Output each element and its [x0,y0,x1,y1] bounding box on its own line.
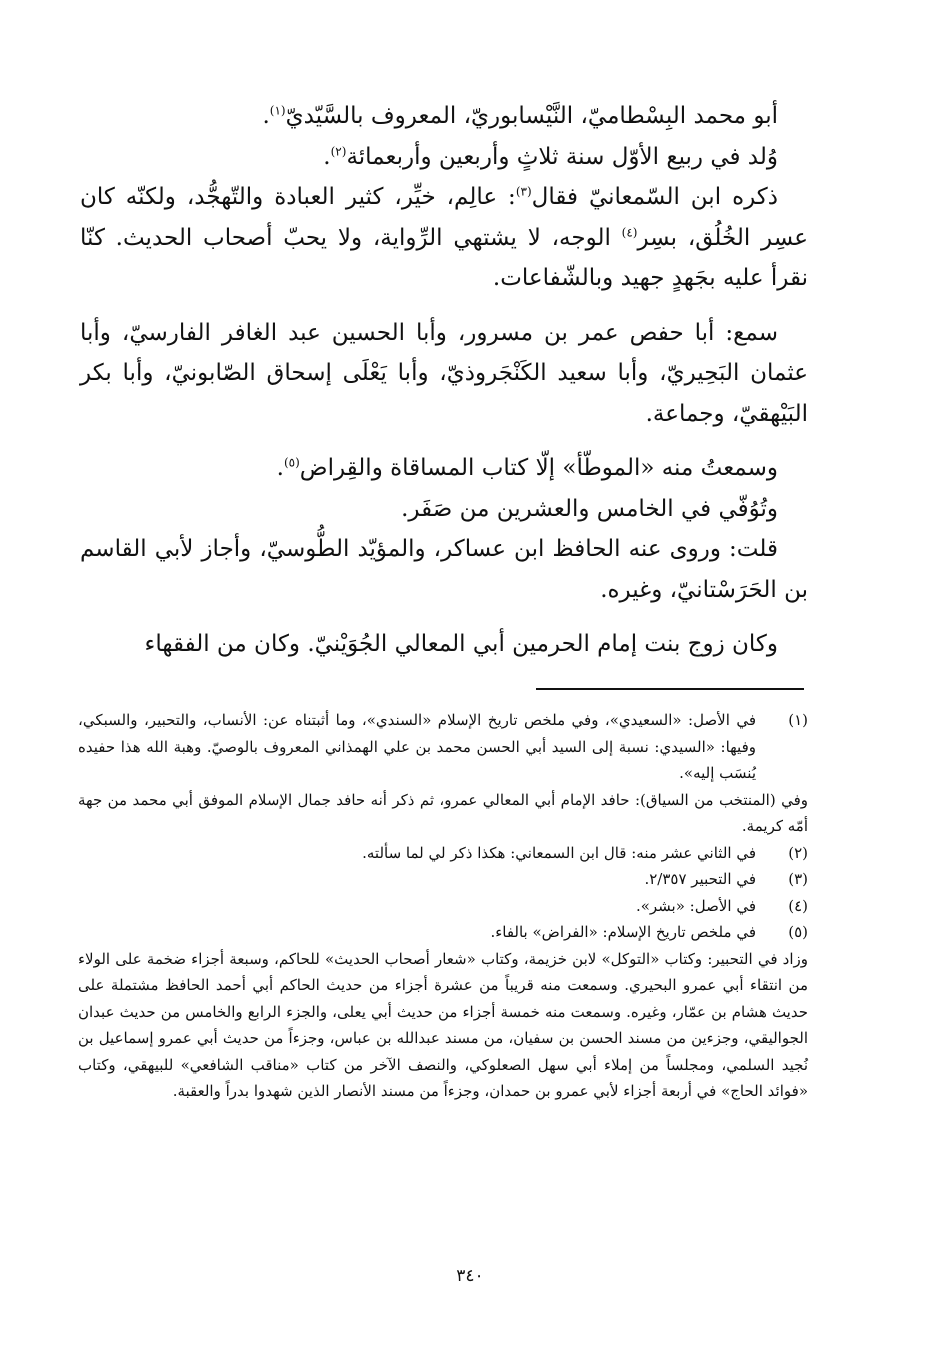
marriage-text: وكان زوج بنت إمام الحرمين أبي المعالي الجُوَيْنيّ. وكان من الفقهاء [144,631,778,657]
footnote-text: في ملخص تاريخ الإسلام: «الفراض» بالفاء. [490,923,756,941]
footnote-ref-2[interactable]: (٢) [330,143,347,158]
name-text: أبو محمد البِسْطاميّ، النَّيْسابوريّ، المعروف بالسَّيّديّ [285,103,778,129]
samani-text-a: ذكره ابن السّمعانيّ فقال [531,184,778,210]
footnote-text: في الأصل: «السعيدي»، وفي ملخص تاريخ الإسلام «السندي»، وما أثبتناه عن: الأنساب، والتحبير، والسبكي، وفيها: «السيدي: نسبة إلى السيد أبي الحسن محمد بن علي الهمذاني المعروف بالوصيّ. وهبة الله هذا حفيده يُنسَب إليه». [78,711,756,782]
narrators-text: قلت: وروى عنه الحافظ ابن عساكر، والمؤيّد الطُّوسيّ، وأجاز لأبي القاسم بن الحَرَسْتانيّ، وغيره. [80,536,808,603]
muwatta-text: وسمعتُ منه «الموطّأ» إلّا كتاب المساقاة والقِراض [299,455,778,481]
footnote-1 [78,707,808,787]
footnote-4 [78,893,808,920]
footnote-separator [536,688,804,690]
footnote-5 [78,919,808,946]
footnote-number: (١) [788,711,808,729]
footnote-ref-4[interactable]: (٤) [621,224,638,239]
teachers-text: سمع: أبا حفص عمر بن مسرور، وأبا الحسين عبد الغافر الفارسيّ، وأبا عثمان البَحِيريّ، وأبا سعيد الكَنْجَروذيّ، وأبا يَعْلَى إسحاق الصّابونيّ، وأبا بكر البَيْهقيّ، وجماعة. [80,319,808,427]
footnote-ref-3[interactable]: (٣) [515,184,532,199]
footnote-text: في التحبير ٢/٣٥٧. [644,870,756,888]
punctuation: . [323,143,331,170]
footnote-2 [78,840,808,867]
page-number: ٣٤٠ [456,1266,484,1286]
footnote-ref-5[interactable]: (٥) [283,455,300,470]
footnote-number: (٢) [788,843,808,862]
footnote-text: وفي (المنتخب من السياق): حافد الإمام أبي المعالي عمرو، ثم ذكر أنه حافد جمال الإسلام الموفق أبي محمد من جهة أمّه كريمة. [78,790,808,835]
death-text: وتُوُفّي في الخامس والعشرين من صَفَر. [401,495,778,522]
footnote-5-continuation: وزاد في التحبير: وكتاب «التوكل» لابن خزيمة، وكتاب «شعار أصحاب الحديث» للحاكم، وسبعة أجزاء ضخمة على الولاء من انتقاء أبي عمرو البحيري. وسمعت منه قريباً من عشرة أجزاء من حديث الحاكم أبي أحمد الحافظ مشتملة على حديث هشام بن عمّار، وغيره. وسمعت منه خمسة أجزاء من حديث أبي يعلى، والجزء الرابع والخامس من حديث عبدان الجواليقي، وجزءين من مسند الحسن بن سفيان، من مسند عبدالله بن عباس، وجزءاً من حديث أبي عمرو إسماعيل بن نُجيد السلمي، ومجلساً من إملاء أبي سهل الصعلوكي، والنصف الآخر من كتاب «مناقب الشافعي» للبيهقي، وكتاب «فوائد الحاج» في أربعة أجزاء لأبي عمرو بن حمدان، وجزءاً من مسند الأنصار الذين شهدوا بدراً والعقبة. [78,949,808,1100]
footnote-1-extra [78,787,808,840]
footnote-ref-1[interactable]: (١) [269,103,286,118]
samani-text-b: : عالِم، خيِّر، كثير العبادة والتّهجُّد، ولكنّه كان عسِر الخُلُق، بسِر [80,184,808,251]
body-paragraph-muwatta [80,448,808,489]
footnotes [78,707,808,1105]
body-paragraph-marriage [80,624,808,665]
samani-text-c: الوجه، لا يشتهي الرِّواية، ولا يحبّ أصحاب الحديث. كنّا نقرأ عليه بجَهدٍ جهيد وبالشّفاعات. [80,224,808,291]
body-paragraph-narrators [80,529,808,610]
footnote-text: في الثاني عشر منه: قال ابن السمعاني: هكذا ذكر لي لما سألته. [362,843,756,862]
body-paragraph-birth [80,137,808,178]
footnote-text: في الأصل: «بشر». [635,896,756,915]
footnote-number: (٤) [788,896,808,915]
footnote-number: (٥) [788,923,808,941]
body-paragraph-name [80,96,808,137]
body-paragraph-teachers [80,313,808,435]
body-paragraph-death [80,489,808,530]
birth-text: وُلد في ربيع الأوّل سنة ثلاثٍ وأربعين وأربعمائة [346,143,778,170]
punctuation: . [276,455,284,481]
main-text [80,96,808,665]
footnote-number: (٣) [788,870,808,888]
footnote-3 [78,866,808,893]
punctuation: . [262,103,270,129]
body-paragraph-samani [80,177,808,299]
